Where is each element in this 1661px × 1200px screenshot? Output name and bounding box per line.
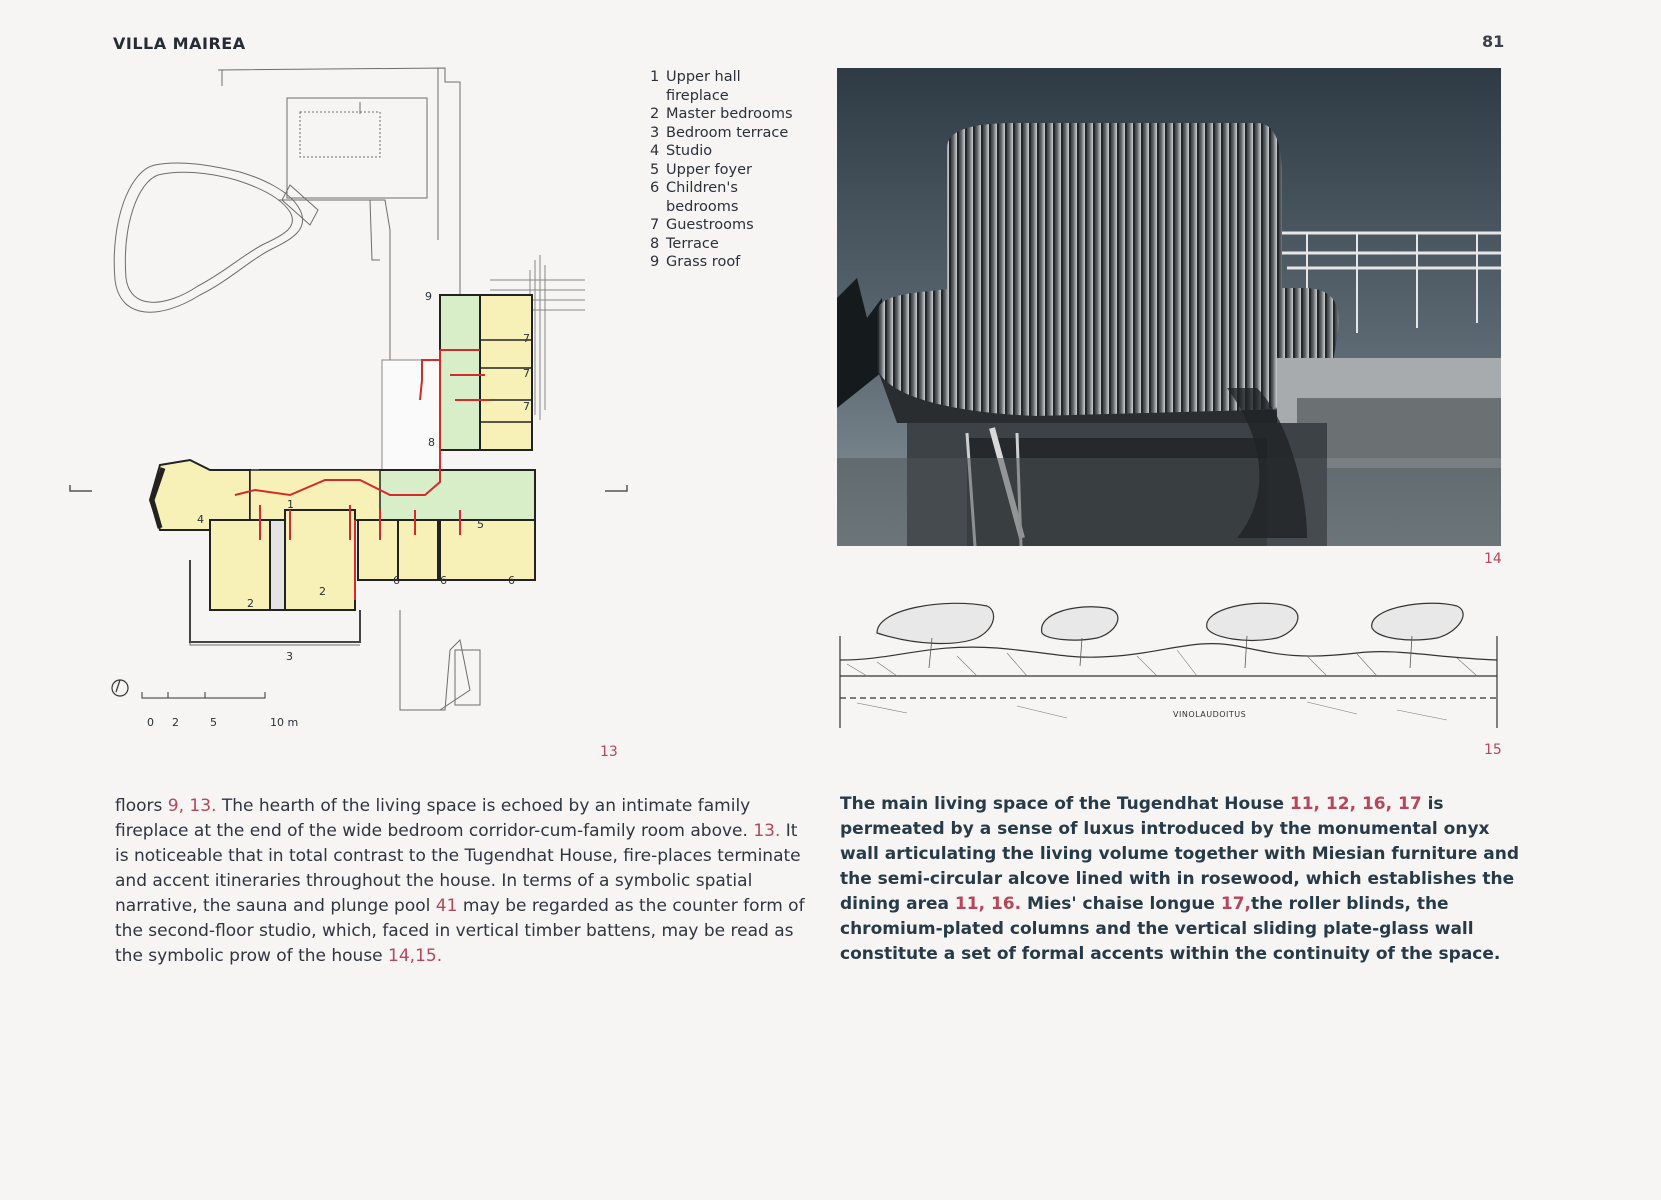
legend-item: 8 Terrace [650,235,719,252]
room-label: 7 [523,332,530,345]
room-label: 6 [393,574,400,587]
legend-item: 3 Bedroom terrace [650,124,789,141]
page-title: VILLA MAIREA [113,34,246,53]
legend-item: 4 Studio [650,143,713,159]
legend-item: 7 Guestrooms [650,217,754,233]
room-label: 9 [425,290,432,303]
figure-13-number: 13 [600,744,618,760]
scale-label: 0 [147,716,154,729]
figure-reference[interactable]: 41 [435,896,458,916]
legend-item: 5 Upper foyer [650,161,752,178]
figure-reference[interactable]: 13. [753,821,781,841]
figure-reference[interactable]: 11, 12, 16, 17 [1289,794,1422,814]
villa-photo [837,68,1501,546]
legend-item: 2 Master bedrooms [650,106,793,122]
room-label: 4 [197,513,204,526]
pool-outline [114,163,302,312]
figure-reference[interactable]: 9, 13. [167,796,217,816]
floor-plan [60,50,640,750]
scale-label: 5 [210,716,217,729]
room-label: 7 [523,367,530,380]
room-label: 2 [247,597,254,610]
legend-item: 9 Grass roof [650,254,741,270]
figure-15-number: 15 [1484,742,1502,758]
plan-legend [650,68,806,272]
roof-section-drawing [837,598,1503,738]
page-number: 81 [1482,32,1505,51]
scale-label: 2 [172,716,179,729]
scale-label: 10 m [270,716,299,729]
figure-reference[interactable]: 14,15. [388,946,443,966]
room-label: 2 [319,585,326,598]
figure-14-number: 14 [1484,551,1502,567]
room-label: 5 [477,518,484,531]
room-label: 6 [440,574,447,587]
scale-bar [112,680,265,698]
body-text-left: floors 9, 13. The hearth of the living space is echoed by an intimate family fireplace at the end of the wide bedroom corridor-cum-family room above. 13. It is noticeable that in total contrast to the Tugendhat House, fire-places terminate and accent itineraries throughout the house. In terms of a symbolic spatial narrative, the sauna and plunge pool 41 may be regarded as the counter form of the second-floor studio, which, faced in vertical timber battens, may be read as the symbolic prow of the house 14,15. [115,796,805,966]
room-label: 7 [523,400,530,413]
body-text-right: The main living space of the Tugendhat House 11, 12, 16, 17 is permeated by a sense of luxus introduced by the monumental onyx wall articulating the living volume together with Miesian furniture and the semi-circular alcove lined with in rosewood, which establishes the dining area 11, 16. Mies' chaise longue 17,the roller blinds, the chromium-plated columns and the vertical sliding plate-glass wall constitute a set of formal accents within the continuity of the space. [840,794,1520,964]
room-label: 3 [286,650,293,663]
room-label: 8 [428,436,435,449]
room-label: 6 [508,574,515,587]
legend-item: 6 Children's bedrooms [650,180,739,215]
figure-reference[interactable]: 17, [1220,894,1251,914]
figure-reference[interactable]: 11, 16. [954,894,1022,914]
room-label: 1 [287,498,294,511]
section-label: VINOLAUDOITUS [1173,710,1247,719]
legend-item: 1 Upper hall fireplace [650,69,741,104]
